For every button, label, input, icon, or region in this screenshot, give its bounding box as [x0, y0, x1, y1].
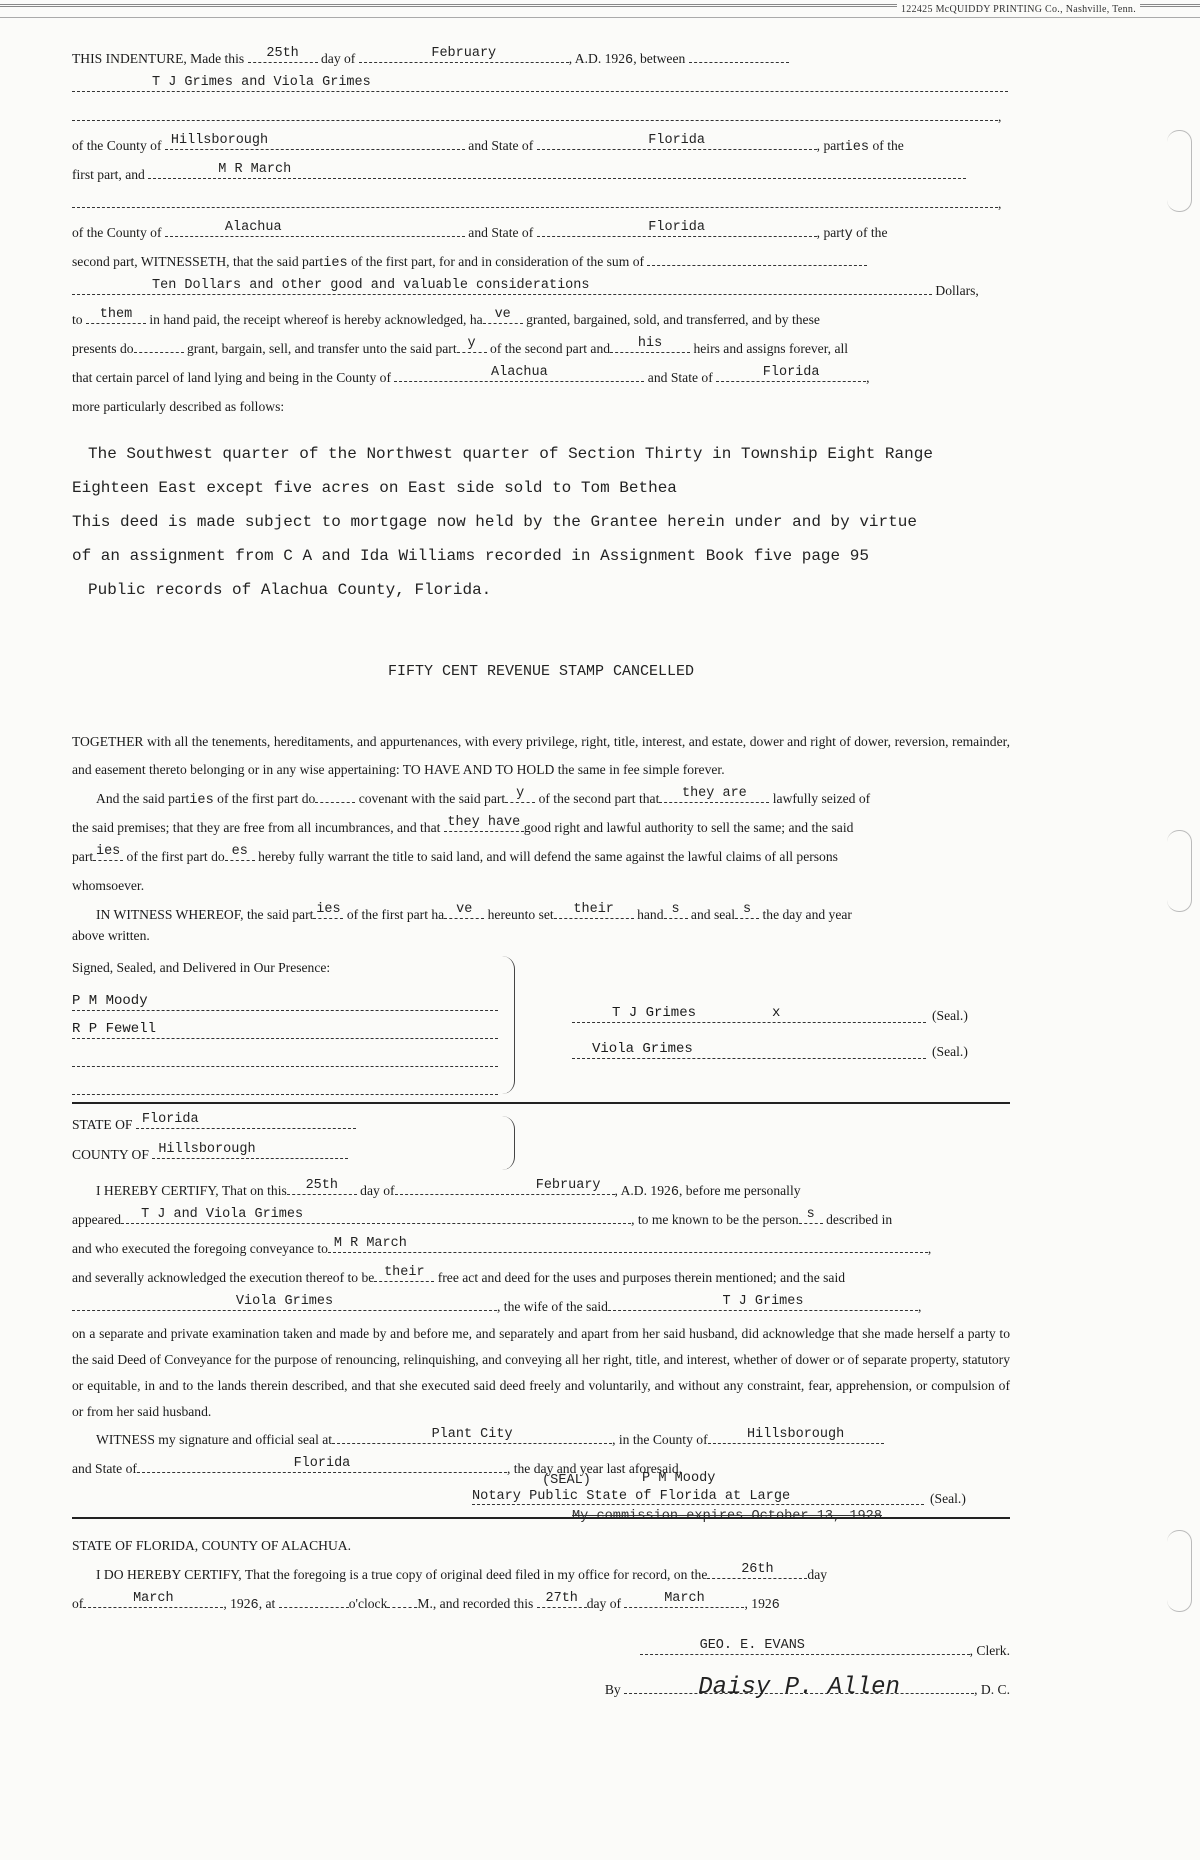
- notary-signature: (SEAL) P M Moody Notary Public State of Florida at Large (Seal.) My commission expires October 13, 1928: [72, 1483, 1010, 1531]
- grantor-signature: Viola Grimes: [592, 1041, 693, 1057]
- venue-block: STATE OF Florida COUNTY OF Hillsborough: [72, 1110, 1010, 1176]
- description-line: of an assignment from C A and Ida Williams recorded in Assignment Book five page 95: [72, 547, 869, 565]
- deed-day: 25th: [266, 46, 299, 61]
- description-line: This deed is made subject to mortgage now held by the Grantee herein under and by virtue: [72, 513, 917, 531]
- land-county: Alachua: [491, 365, 548, 380]
- consideration: Ten Dollars and other good and valuable considerations: [152, 278, 590, 293]
- land-description: [72, 437, 1010, 607]
- deed-year: 6: [625, 53, 634, 68]
- deed-month: February: [431, 46, 497, 61]
- commission-expiry: My commission expires October 13, 1928: [572, 1509, 882, 1524]
- record-heading: STATE OF FLORIDA, COUNTY OF ALACHUA.: [72, 1538, 351, 1553]
- binder-ring-icon: [1167, 1530, 1192, 1612]
- deed-body: THIS INDENTURE, Made this 25th day of February , A.D. 1926, between T J Grimes and Viola Grimes , of the County of Hillsborough and State of Florida , parties of the first part, and M R March , of the County of Alachua and State of Florida , party of the second part, WITNESSETH, that the said parties of the first part, for and in consideration of the sum of Ten Dollars and other good and valuable considerations Dollars, to them in hand paid, the receipt whereof is hereby acknowledged, ha ve granted, bargained, sold, and transferred, and by these presents do grant, bargain, sell, and transfer unto the said part y of the second part and his heirs and assigns forever, all that certain parcel of land lying and being in the County of Alachua and State of Florida , more particularly described as follows: The Southwest quarter of the Northwest quarter of Section Thirty in Township Eight Range Eighteen East except five acres on East side sold to Tom Bethea This deed is made subject to mortgage now held by the Grantee herein under and by virtue of an assignment from C A and Ida Williams recorded in Assignment Book five page 95 Public records of Alachua County, Florida. FIFTY CENT REVENUE STAMP CANCELLED TOGETHER with all the tenements, hereditaments, and appurtenances, with every privilege, right, title, interest, and estate, dower and right of dower, reversion, remainder, and easement thereto belonging or in any wise appertaining: TO HAVE AND TO HOLD the same in fee simple forever. And the said parties of the first part do covenant with the said part y of the second part that they are lawfully seized of the said premises; that they are free from all incumbrances, and that they have good right and lawful authority to sell the same; and the said part ies of the first part do es hereby fully warrant the title to said land, and will defend the same against the lawful claims of all persons whomsoever. IN WITNESS WHEREOF, the said part ies of the first part ha ve hereunto set their hand s and seal s the day and year above written. Signed, Sealed, and Delivered in Our Presence: P M Moody R P Fewell T J Grimes x (Seal.) Viola Grimes (Seal.) STATE OF Florida COUNTY OF Hillsborough I HEREBY CERTIFY, That on this 25th day of February , A.D. 1926, before me personally appeared T J and Viola Grimes , to me known to be the person s described in and who executed the foregoing conveyance to M R March , and severally acknowledged the execution thereof to be their free act and deed for the uses and purposes therein mentioned; and the said Viola Grimes , the wife of the said T J Grimes , on a separate and private examination taken and made by and before me, and separately and apart from her said husband, did acknowledge that she made herself a party to the said Deed of Conveyance for the purpose of renouncing, relinquishing, and conveying all her right, title, and interest, whether of dower or of separate property, statutory or equitable, in and to the lands therein described, and that she executed said deed freely and voluntarily, and without any constraint, fear, apprehension, or compulsion of or from her said husband. WITNESS my signature and official seal at Plant City , in the County of Hillsborough and State of Florida , the day and year last aforesaid. (SEAL) P M Moody Notary Public State of Florida at Large (Seal.) My commission expires October 13, 1928 STATE OF FLORIDA, COUNTY OF ALACHUA. I DO HEREBY CERTIFY, That the foregoing is a true copy of original deed filed in my office for record, on the 26th day of March , 1926, at o'clock M., and recorded this 27th day of March , 1926 GEO. E. EVANS , Clerk. By Daisy P. Allen , D. C.: [72, 46, 1010, 1701]
- witness-signature: P M Moody: [72, 993, 148, 1009]
- land-state: Florida: [762, 365, 820, 380]
- binder-ring-icon: [1167, 130, 1192, 212]
- wife-name: Viola Grimes: [235, 1294, 334, 1309]
- description-line: The Southwest quarter of the Northwest quarter of Section Thirty in Township Eight Range: [88, 445, 933, 463]
- heirs-pronoun: his: [637, 336, 663, 351]
- appearing-persons: T J and Viola Grimes: [141, 1207, 304, 1222]
- section-divider: [72, 1102, 1010, 1104]
- printer-imprint: 122425 McQUIDDY PRINTING Co., Nashville, Tenn.: [897, 4, 1140, 15]
- witness-signature: R P Fewell: [72, 1021, 157, 1037]
- signature-block: Signed, Sealed, and Delivered in Our Presence: P M Moody R P Fewell T J Grimes x (Seal.) Viola Grimes (Seal.): [72, 956, 1010, 1096]
- revenue-stamp-note: FIFTY CENT REVENUE STAMP CANCELLED: [387, 663, 695, 680]
- grantor-county: Hillsborough: [170, 133, 269, 148]
- habendum-clause: TOGETHER with all the tenements, hereditaments, and appurtenances, with every privilege, right, title, interest, and estate, dower and right of dower, reversion, remainder, and easement thereto belonging or in any wise appertaining: TO HAVE AND TO HOLD the same in fee simple forever.: [72, 734, 1010, 777]
- description-line: Public records of Alachua County, Florida.: [88, 581, 492, 599]
- grantee-county: Alachua: [224, 220, 282, 235]
- clerk-name: GEO. E. EVANS: [699, 1638, 805, 1653]
- indenture-line: THIS INDENTURE, Made this 25th day of February , A.D. 1926, between: [72, 44, 1010, 73]
- recorded-month: March: [664, 1591, 705, 1606]
- notary-place: Plant City: [431, 1427, 513, 1442]
- grantor-mark: x: [772, 1005, 781, 1021]
- grantor-state: Florida: [648, 133, 705, 148]
- recorded-day: 27th: [545, 1591, 578, 1606]
- grantor-signature: T J Grimes: [612, 1005, 697, 1021]
- binder-ring-icon: [1167, 830, 1192, 912]
- deputy-clerk-signature: Daisy P. Allen: [698, 1674, 900, 1701]
- grantors-names: T J Grimes and Viola Grimes: [152, 75, 371, 90]
- grantee-name: M R March: [218, 162, 292, 177]
- filed-month: March: [133, 1591, 174, 1606]
- description-line: Eighteen East except five acres on East side sold to Tom Bethea: [72, 479, 677, 497]
- witness-heading: Signed, Sealed, and Delivered in Our Presence:: [72, 960, 331, 975]
- husband-name: T J Grimes: [722, 1294, 804, 1309]
- filed-day: 26th: [741, 1562, 774, 1577]
- privy-examination: on a separate and private examination taken and made by and before me, and separately and apart from her said husband, did acknowledge that she made herself a party to the said Deed of Conveyance for the purpose of renouncing, relinquishing, and conveying all her right, title, and interest, whether of dower or of separate property, statutory or equitable, in and to the lands therein described, and that she executed said deed freely and voluntarily, and without any constraint, fear, apprehension, or compulsion of or from her said husband.: [72, 1326, 1010, 1419]
- brace: [502, 956, 515, 1094]
- grantee-state: Florida: [648, 220, 705, 235]
